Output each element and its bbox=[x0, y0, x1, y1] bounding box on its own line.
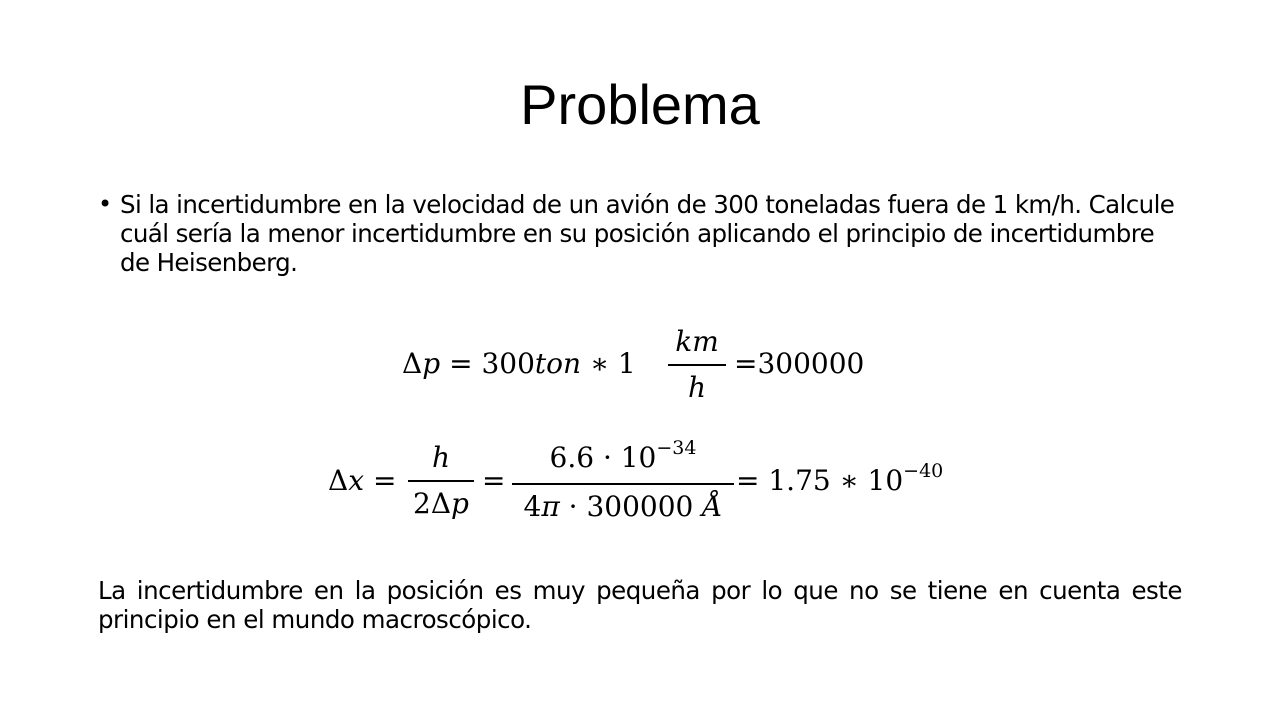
problem-statement: Si la incertidumbre en la velocidad de un avión de 300 toneladas fuera de 1 km/h. Calcule cuál sería la menor incertidumbre en su posición aplicando el principio de incertidumbre de Heisenberg. bbox=[120, 190, 1175, 277]
eq1-equals: = bbox=[449, 347, 473, 380]
eq2-result bbox=[736, 460, 944, 497]
eq1-lhs bbox=[402, 347, 636, 380]
eq2-f2-den-pi: π bbox=[541, 490, 560, 523]
conclusion-text: La incertidumbre en la posición es muy pequeña por lo que no se tiene en cuenta este principio en el mundo macroscópico. bbox=[98, 576, 1182, 634]
eq2-f1-denominator bbox=[408, 484, 474, 524]
eq2-result-exponent: −40 bbox=[903, 460, 944, 482]
eq2-x: x bbox=[348, 464, 365, 497]
eq2-f2-numerator bbox=[512, 438, 734, 481]
eq2-f1-den-prefix: 2Δ bbox=[413, 487, 452, 520]
eq1-frac-denominator: h bbox=[687, 371, 707, 404]
eq2-f2-denominator bbox=[512, 487, 734, 527]
eq2-f1-den-p: p bbox=[451, 487, 469, 520]
eq1-delta: Δ bbox=[402, 347, 423, 380]
eq2-equals-1: = bbox=[372, 464, 397, 497]
eq1-300: 300 bbox=[481, 347, 535, 380]
eq2-f2-num-base: 6.6 · 10 bbox=[549, 441, 657, 474]
eq2-delta: Δ bbox=[328, 464, 349, 497]
eq2-equals-2: = bbox=[482, 464, 506, 497]
eq2-fraction-1 bbox=[408, 438, 474, 524]
eq2-f2-den-angstrom: Å bbox=[702, 490, 723, 523]
eq2-f2-den-four: 4 bbox=[523, 490, 542, 523]
bullet-item bbox=[98, 190, 1188, 277]
eq1-ton: ton bbox=[534, 347, 582, 380]
eq1-result: =300000 bbox=[734, 347, 865, 380]
eq1-p: p bbox=[422, 347, 441, 380]
eq2-fraction-2 bbox=[512, 438, 734, 527]
eq2-f1-numerator: h bbox=[431, 441, 451, 474]
eq1-fraction-bar bbox=[668, 364, 726, 366]
bullet-dot-icon: • bbox=[98, 190, 113, 218]
eq2-f2-bar bbox=[512, 483, 734, 485]
eq2-f2-den-mid: · 300000 bbox=[559, 490, 703, 523]
eq1-fraction bbox=[668, 322, 726, 408]
eq2-f2-num-exponent: −34 bbox=[656, 437, 697, 459]
eq1-one: 1 bbox=[617, 347, 636, 380]
eq1-frac-numerator: km bbox=[675, 325, 719, 358]
slide-title: Problema bbox=[520, 73, 760, 136]
eq1-star: ∗ bbox=[589, 347, 609, 380]
eq2-result-base: = 1.75 ∗ 10 bbox=[736, 464, 904, 497]
eq2-lhs bbox=[328, 464, 396, 497]
eq2-f1-bar bbox=[408, 480, 474, 482]
